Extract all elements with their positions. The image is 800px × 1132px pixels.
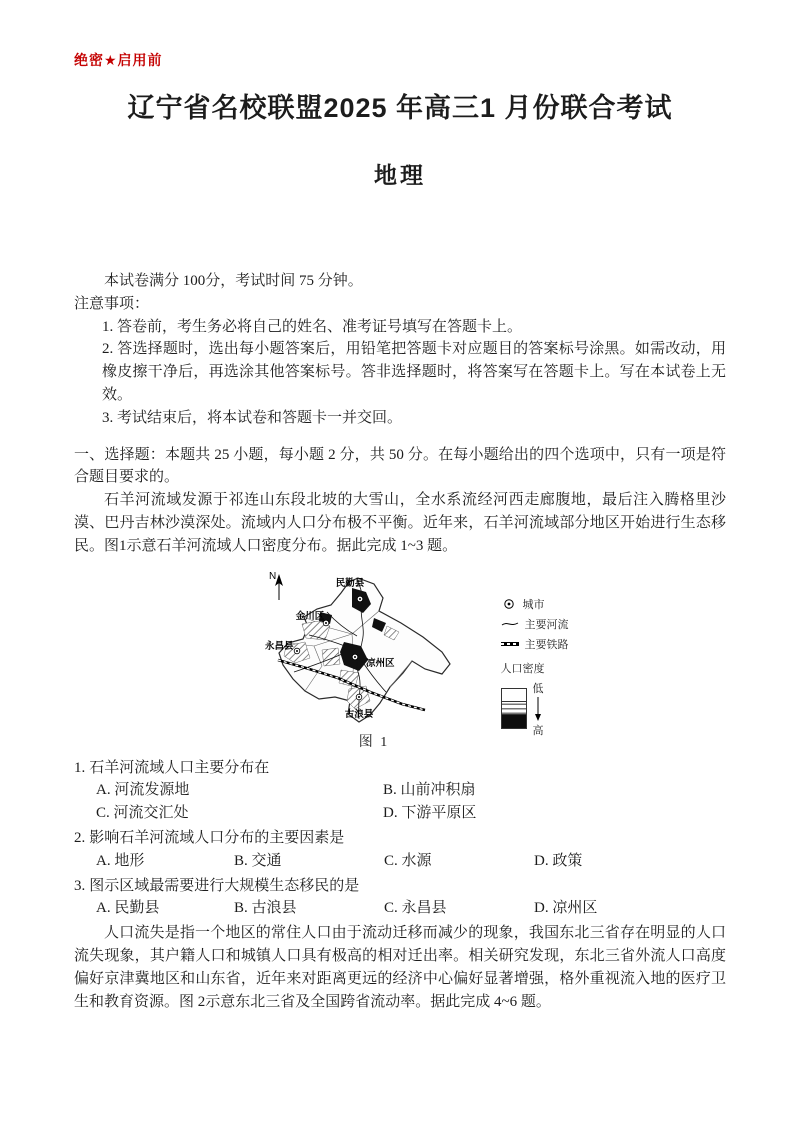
map-label-liangzhou: 凉州区 <box>365 657 395 669</box>
question-3 <box>74 875 726 921</box>
notice-item-1: 1. 答卷前，考生务必将自己的姓名、准考证号填写在答题卡上。 <box>102 318 523 335</box>
density-labels <box>533 680 544 738</box>
question-2 <box>74 827 726 873</box>
question-3-stem: 图示区域最需要进行大规模生态移民的是 <box>89 877 360 894</box>
map-label-yongchang: 永昌县 <box>264 640 294 652</box>
map-label-minqin: 民勤县 <box>335 577 364 589</box>
notice-item-2: 2. 答选择题时，选出每小题答案后，用铅笔把答题卡对应题目的答案标号涂黑。如需改动，用橡皮擦干净后，再选涂其他答案标号。答非选择题时，将答案写在答题卡上。写在本试卷上无效。 <box>102 341 726 403</box>
question-2-option-b: B. 交通 <box>234 852 282 869</box>
figure-1 <box>104 566 726 751</box>
legend-railway-row <box>501 636 569 652</box>
density-high-label: 高 <box>532 724 544 737</box>
legend-city-row <box>501 596 569 612</box>
river-icon <box>501 619 519 629</box>
map-label-jinchuan: 金川区 <box>295 610 324 622</box>
question-1-option-a: A. 河流发源地 <box>96 782 190 799</box>
question-2-option-c: C. 水源 <box>384 852 432 869</box>
figure1-caption: 图 1 <box>358 734 390 750</box>
passage-2: 人口流失是指一个地区的常住人口由于流动迁移而减少的现象，我国东北三省存在明显的人口流失现象，其户籍人口和城镇人口具有极高的相对迁出率。相关研究发现，东北三省外流人口高度偏好京津冀地区和山东省，近年来对距离更远的经济中心偏好显著增强，格外重视流入地的医疗卫生和教育资源。图 2示意东北三省及全国跨省流动率。据此完成 4~6 题。 <box>74 925 726 1010</box>
question-1-options <box>96 779 726 825</box>
notice-title: 注意事项： <box>74 295 150 312</box>
question-1-number: 1. <box>74 759 86 776</box>
city-icon <box>501 598 517 610</box>
question-2-number: 2. <box>74 829 86 846</box>
question-3-options <box>96 897 726 920</box>
north-arrow-icon <box>269 571 283 600</box>
density-scale <box>501 680 569 738</box>
density-cell-mid <box>502 702 526 715</box>
legend-river-label: 主要河流 <box>524 618 569 631</box>
question-2-options <box>96 850 726 873</box>
legend-city-label: 城市 <box>522 598 545 611</box>
question-2-stem: 影响石羊河流域人口分布的主要因素是 <box>89 829 345 846</box>
classification-label: 绝密★启用前 <box>74 52 163 68</box>
question-1-option-d: D. 下游平原区 <box>383 805 477 822</box>
svg-text:N: N <box>268 570 276 582</box>
question-1-option-c: C. 河流交汇处 <box>96 805 189 822</box>
section-heading: 一、选择题：本题共 25 小题，每小题 2 分，共 50 分。在每小题给出的四个选项中，只有一项是符合题目要求的。 <box>74 446 726 486</box>
exam-title: 辽宁省名校联盟2025 年高三1 月份联合考试 <box>127 93 673 123</box>
question-2-option-a: A. 地形 <box>96 852 145 869</box>
exam-info: 本试卷满分 100分，考试时间 75 分钟。 <box>104 273 363 289</box>
railway-icon <box>501 639 519 649</box>
density-gradient-box <box>501 688 527 729</box>
question-3-option-a: A. 民勤县 <box>96 900 160 917</box>
figure1-map-column <box>262 566 487 751</box>
question-1-option-b: B. 山前冲积扇 <box>383 782 476 799</box>
density-title: 人口密度 <box>500 662 545 675</box>
density-low-label: 低 <box>532 682 544 695</box>
question-3-number: 3. <box>74 877 86 894</box>
density-cell-low <box>502 689 526 702</box>
question-1-stem: 石羊河流域人口主要分布在 <box>89 759 270 776</box>
notice-list <box>74 316 726 430</box>
map-label-gulang: 古浪县 <box>344 708 373 720</box>
question-2-option-d: D. 政策 <box>534 852 583 869</box>
density-arrow-icon <box>534 697 542 721</box>
legend-railway-label: 主要铁路 <box>524 638 569 651</box>
density-cell-high <box>502 715 526 728</box>
question-3-option-c: C. 永昌县 <box>384 900 447 917</box>
legend-river-row <box>501 616 569 632</box>
passage-1: 石羊河流域发源于祁连山东段北坡的大雪山，全水系流经河西走廊腹地，最后注入腾格里沙漠、巴丹吉林沙漠深处。流域内人口分布极不平衡。近年来，石羊河流域部分地区开始进行生态移民。图1示意石羊河流域人口密度分布。据此完成 1~3 题。 <box>74 492 726 554</box>
question-3-option-d: D. 凉州区 <box>534 900 598 917</box>
question-3-option-b: B. 古浪县 <box>234 900 297 917</box>
figure1-map <box>262 566 487 729</box>
subject-title: 地理 <box>374 162 426 188</box>
question-1 <box>74 757 726 825</box>
notice-item-3: 3. 考试结束后，将本试卷和答题卡一并交回。 <box>102 409 403 426</box>
figure1-legend <box>501 566 569 738</box>
